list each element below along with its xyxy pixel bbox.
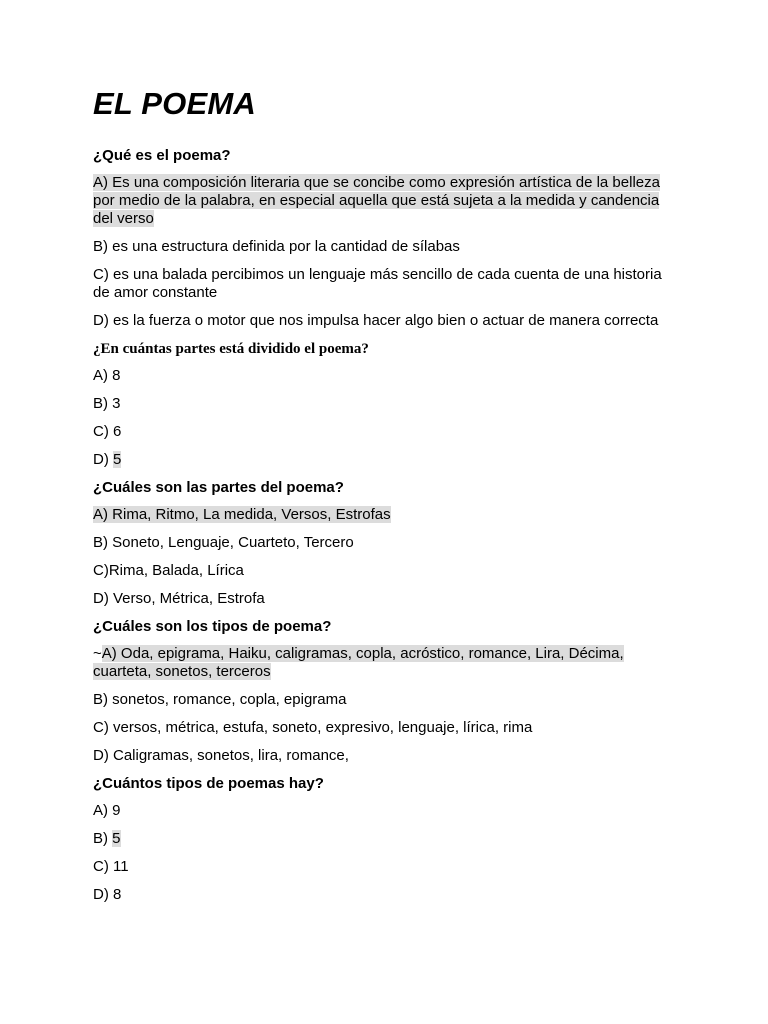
question-1: ¿Qué es el poema? <box>93 147 231 164</box>
q2-option-a: A) 8 <box>93 367 121 384</box>
q1-option-d: D) es la fuerza o motor que nos impulsa hacer algo bien o actuar de manera correcta <box>93 312 659 329</box>
q2-option-d-prefix: D) <box>93 451 113 468</box>
q1-option-c: C) es una balada percibimos un lenguaje más sencillo de cada cuenta de una historia de amor constante <box>93 266 662 301</box>
document-title: EL POEMA <box>93 86 256 121</box>
q2-option-c: C) 6 <box>93 423 122 440</box>
q5-option-b <box>93 830 673 848</box>
q1-option-a-highlight: A) Es una composición literaria que se concibe como expresión artística de la belleza por medio de la palabra, en especial aquella que está sujeta a la medida y candencia del verso <box>93 174 660 227</box>
q3-option-d: D) Verso, Métrica, Estrofa <box>93 590 265 607</box>
q4-option-c: C) versos, métrica, estufa, soneto, expresivo, lenguaje, lírica, rima <box>93 719 533 736</box>
q5-option-d: D) 8 <box>93 886 122 903</box>
q3-option-a-highlight: A) Rima, Ritmo, La medida, Versos, Estrofas <box>93 506 391 523</box>
q5-option-b-highlight: 5 <box>112 830 121 847</box>
question-4: ¿Cuáles son los tipos de poema? <box>93 618 332 635</box>
q2-option-b: B) 3 <box>93 395 121 412</box>
question-3: ¿Cuáles son las partes del poema? <box>93 479 344 496</box>
q4-option-a-highlight: A) Oda, epigrama, Haiku, caligramas, copla, acróstico, romance, Lira, Décima, cuarteta, sonetos, terceros <box>93 645 624 680</box>
q5-option-c: C) 11 <box>93 858 129 875</box>
question-2: ¿En cuántas partes está dividido el poema? <box>93 341 369 357</box>
q3-option-c: C)Rima, Balada, Lírica <box>93 562 244 579</box>
q5-option-b-prefix: B) <box>93 830 113 847</box>
q3-option-b: B) Soneto, Lenguaje, Cuarteto, Tercero <box>93 534 354 551</box>
q3-option-a <box>93 506 673 524</box>
question-5: ¿Cuántos tipos de poemas hay? <box>93 775 324 792</box>
q5-option-a: A) 9 <box>93 802 121 819</box>
q4-option-a-prefix: ~ <box>93 645 102 662</box>
q4-option-a <box>93 645 673 681</box>
document-page <box>93 82 673 914</box>
q2-option-d-highlight: 5 <box>113 451 122 468</box>
q1-option-a <box>93 174 673 228</box>
q1-option-b: B) es una estructura definida por la cantidad de sílabas <box>93 238 460 255</box>
q4-option-b: B) sonetos, romance, copla, epigrama <box>93 691 347 708</box>
q2-option-d <box>93 451 673 469</box>
q4-option-d: D) Caligramas, sonetos, lira, romance, <box>93 747 349 764</box>
